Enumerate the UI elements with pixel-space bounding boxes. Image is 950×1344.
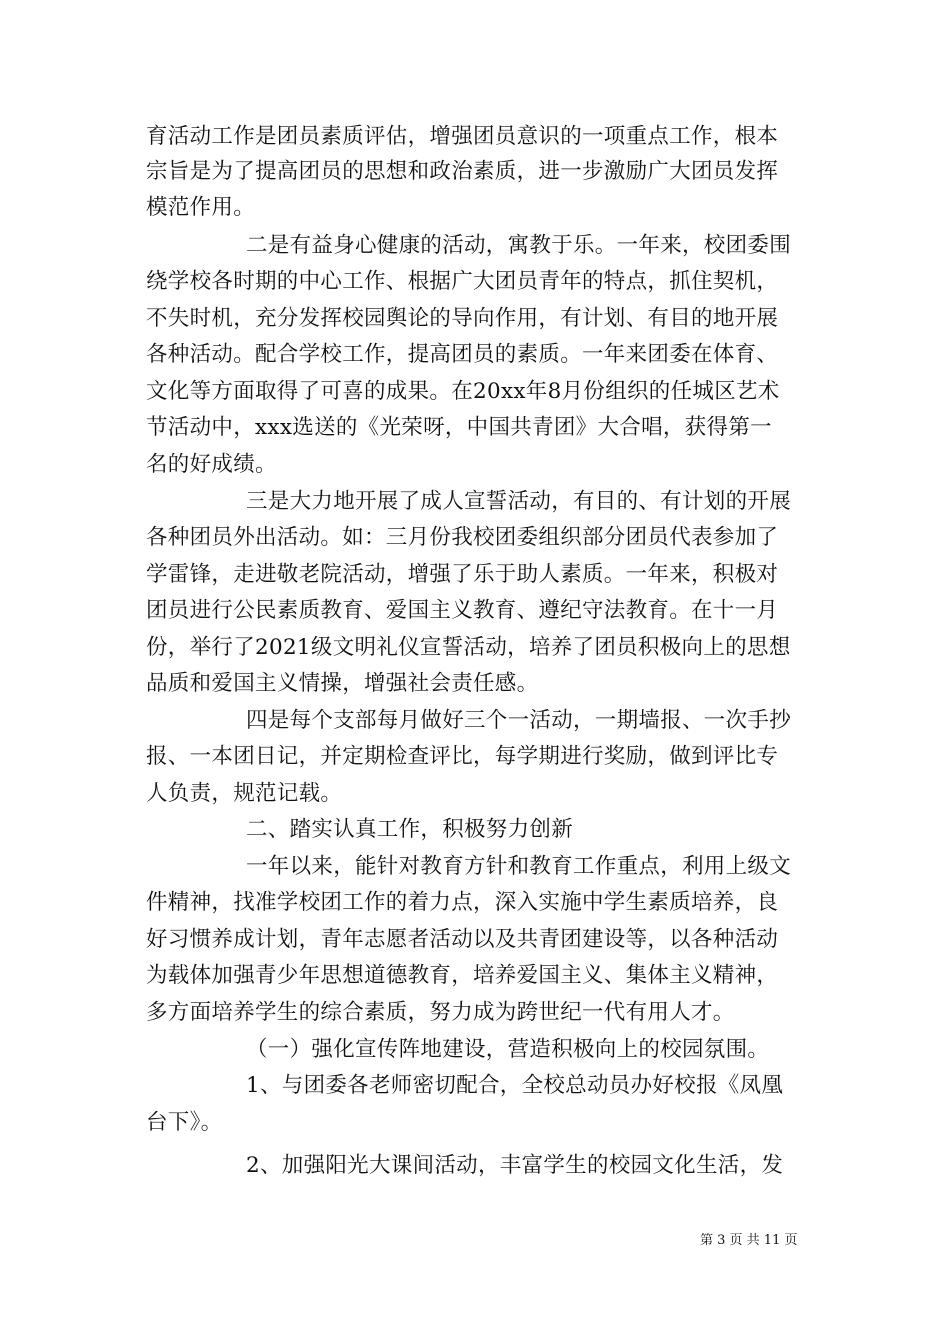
paragraph-first-line: 二是有益身心健康的活动，寓教于乐。一年来，校团委围	[246, 233, 792, 258]
text-line: 件精神，找准学校团工作的着力点，深入实施中学生素质培养，良	[146, 890, 779, 915]
text-line: 各种团员外出活动。如：三月份我校团委组织部分团员代表参加了	[146, 525, 779, 550]
text-line: 绕学校各时期的中心工作、根据广大团员青年的特点，抓住契机，	[146, 269, 779, 294]
list-item-first-line: 2、加强阳光大课间活动，丰富学生的校园文化生活，发	[246, 1153, 784, 1178]
text-line: 多方面培养学生的综合素质，努力成为跨世纪一代有用人才。	[146, 1000, 735, 1025]
list-item-first-line: 1、与团委各老师密切配合，全校总动员办好校报《凤凰	[246, 1073, 784, 1098]
text-line: 名的好成绩。	[146, 452, 277, 477]
text-line: 宗旨是为了提高团员的思想和政治素质，进一步激励广大团员发挥	[146, 159, 779, 184]
text-line: 品质和爱国主义情操，增强社会责任感。	[146, 671, 539, 696]
text-line: 团员进行公民素质教育、爱国主义教育、遵纪守法教育。在十一月	[146, 598, 779, 623]
text-line: 学雷锋，走进敬老院活动，增强了乐于助人素质。一年来，积极对	[146, 562, 779, 587]
text-line: 份，举行了2021级文明礼仪宣誓活动，培养了团员积极向上的思想	[146, 635, 791, 660]
section-heading: 二、踏实认真工作，积极努力创新	[246, 817, 574, 842]
paragraph-first-line: 三是大力地开展了成人宣誓活动，有目的、有计划的开展	[246, 489, 792, 514]
subsection-heading: （一）强化宣传阵地建设，营造积极向上的校园氛围。	[246, 1037, 770, 1062]
text-line: 模范作用。	[146, 195, 256, 220]
text-line: 人负责，规范记载。	[146, 781, 343, 806]
paragraph-first-line: 一年以来，能针对教育方针和教育工作重点，利用上级文	[246, 854, 792, 879]
text-line: 各种活动。配合学校工作，提高团员的素质。一年来团委在体育、	[146, 342, 779, 367]
text-line: 台下》。	[146, 1110, 223, 1135]
text-line: 文化等方面取得了可喜的成果。在20xx年8月份组织的任城区艺术	[146, 379, 780, 404]
paragraph-first-line: 四是每个支部每月做好三个一活动，一期墙报、一次手抄	[246, 708, 792, 733]
page-number: 第 3 页 共 11 页	[700, 1233, 798, 1248]
text-line: 节活动中，xxx选送的《光荣呀，中国共青团》大合唱，获得第一	[146, 415, 772, 440]
text-line: 育活动工作是团员素质评估，增强团员意识的一项重点工作，根本	[146, 124, 779, 149]
text-line: 好习惯养成计划，青年志愿者活动以及共青团建设等，以各种活动	[146, 927, 779, 952]
text-line: 为载体加强青少年思想道德教育，培养爱国主义、集体主义精神，	[146, 963, 779, 988]
text-line: 报、一本团日记，并定期检查评比，每学期进行奖励，做到评比专	[146, 744, 779, 769]
text-line: 不失时机，充分发挥校园舆论的导向作用，有计划、有目的地开展	[146, 306, 779, 331]
